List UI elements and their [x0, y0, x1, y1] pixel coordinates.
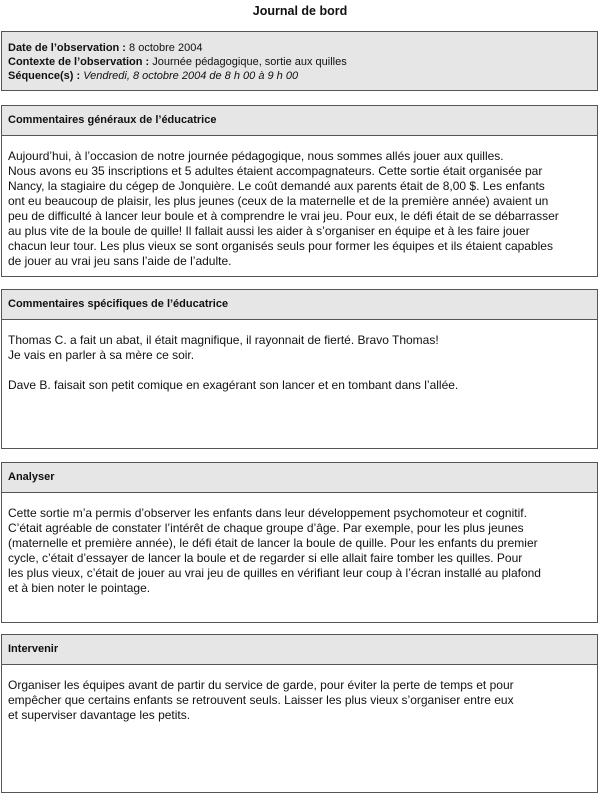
text-line: empêcher que certains enfants se retrouvent seuls. Laisser les plus vieux s’organiser entre eux: [8, 693, 514, 707]
section-body: [2, 665, 597, 723]
text-line: Nancy, la stagiaire du cégep de Jonquière. Le coût demandé aux parents était de 8,00 $. Les enfants: [8, 179, 545, 193]
text-line: Je vais en parler à sa mère ce soir.: [8, 348, 195, 362]
sequence-row: [8, 69, 591, 83]
text-line: Nous avons eu 35 inscriptions et 5 adultes étaient accompagnateurs. Cette sortie était organisée par: [8, 164, 543, 178]
sequence-label: Séquence(s) :: [8, 70, 81, 82]
text-line: Aujourd’hui, à l’occasion de notre journée pédagogique, nous sommes allés jouer aux quilles.: [8, 149, 504, 163]
section-heading: Commentaires généraux de l’éducatrice: [2, 106, 597, 136]
section-heading: Intervenir: [2, 635, 597, 665]
analysis-section: [1, 462, 598, 623]
intervention-section: [1, 634, 598, 793]
section-body: [2, 320, 597, 393]
paragraph-gap: [8, 363, 591, 378]
specific-comments-section: [1, 289, 598, 449]
sequence-value: Vendredi, 8 octobre 2004 de 8 h 00 à 9 h 00: [83, 70, 299, 82]
text-line: cycle, c’était d’essayer de lancer la boule et de regarder si elle allait faire tomber les quilles. Pour: [8, 551, 523, 565]
text-line: C’était agréable de constater l’intérêt de chaque groupe d’âge. Par exemple, pour les plus jeunes: [8, 521, 524, 535]
date-row: [8, 41, 591, 55]
text-line: peu de difficulté à lancer leur boule et à comprendre le vrai jeu. Pour eux, le défi était de se débarrasser: [8, 209, 559, 223]
section-heading: Analyser: [2, 463, 597, 493]
context-value: Journée pédagogique, sortie aux quilles: [152, 56, 347, 68]
context-row: [8, 55, 591, 69]
date-label: Date de l’observation :: [8, 42, 126, 54]
text-line: Cette sortie m’a permis d’observer les enfants dans leur développement psychomoteur et cognitif.: [8, 506, 527, 520]
text-line: et superviser davantage les petits.: [8, 708, 191, 722]
text-line: au plus vite de la boule de quille! Il fallait aussi les aider à s’organiser en équipe et à les faire jouer: [8, 224, 530, 238]
section-body: [2, 136, 597, 269]
section-body: [2, 493, 597, 596]
text-line: ont eu beaucoup de plaisir, les plus jeunes (ceux de la maternelle et de la première année) avaient un: [8, 194, 549, 208]
observation-header: [1, 31, 598, 91]
section-heading: Commentaires spécifiques de l’éducatrice: [2, 290, 597, 320]
text-line: Dave B. faisait son petit comique en exagérant son lancer et en tombant dans l’allée.: [8, 378, 459, 392]
text-line: (maternelle et première année), le défi était de lancer la boule de quille. Pour les enfants du premier: [8, 536, 538, 550]
date-value: 8 octobre 2004: [129, 42, 203, 54]
context-label: Contexte de l’observation :: [8, 56, 150, 68]
page-title: Journal de bord: [252, 4, 348, 18]
text-line: les plus vieux, c’était de jouer au vrai jeu de quilles en vérifiant leur coup à l’écran installé au plafond: [8, 566, 541, 580]
text-line: chacun leur tour. Les plus vieux se sont organisés seuls pour former les équipes et ils étaient capables: [8, 239, 553, 253]
text-line: Organiser les équipes avant de partir du service de garde, pour éviter la perte de temps et pour: [8, 678, 514, 692]
general-comments-section: [1, 105, 598, 277]
text-line: et à bien noter le pointage.: [8, 581, 151, 595]
text-line: Thomas C. a fait un abat, il était magnifique, il rayonnait de fierté. Bravo Thomas!: [8, 333, 439, 347]
text-line: de jouer au vrai jeu sans l’aide de l’adulte.: [8, 254, 232, 268]
